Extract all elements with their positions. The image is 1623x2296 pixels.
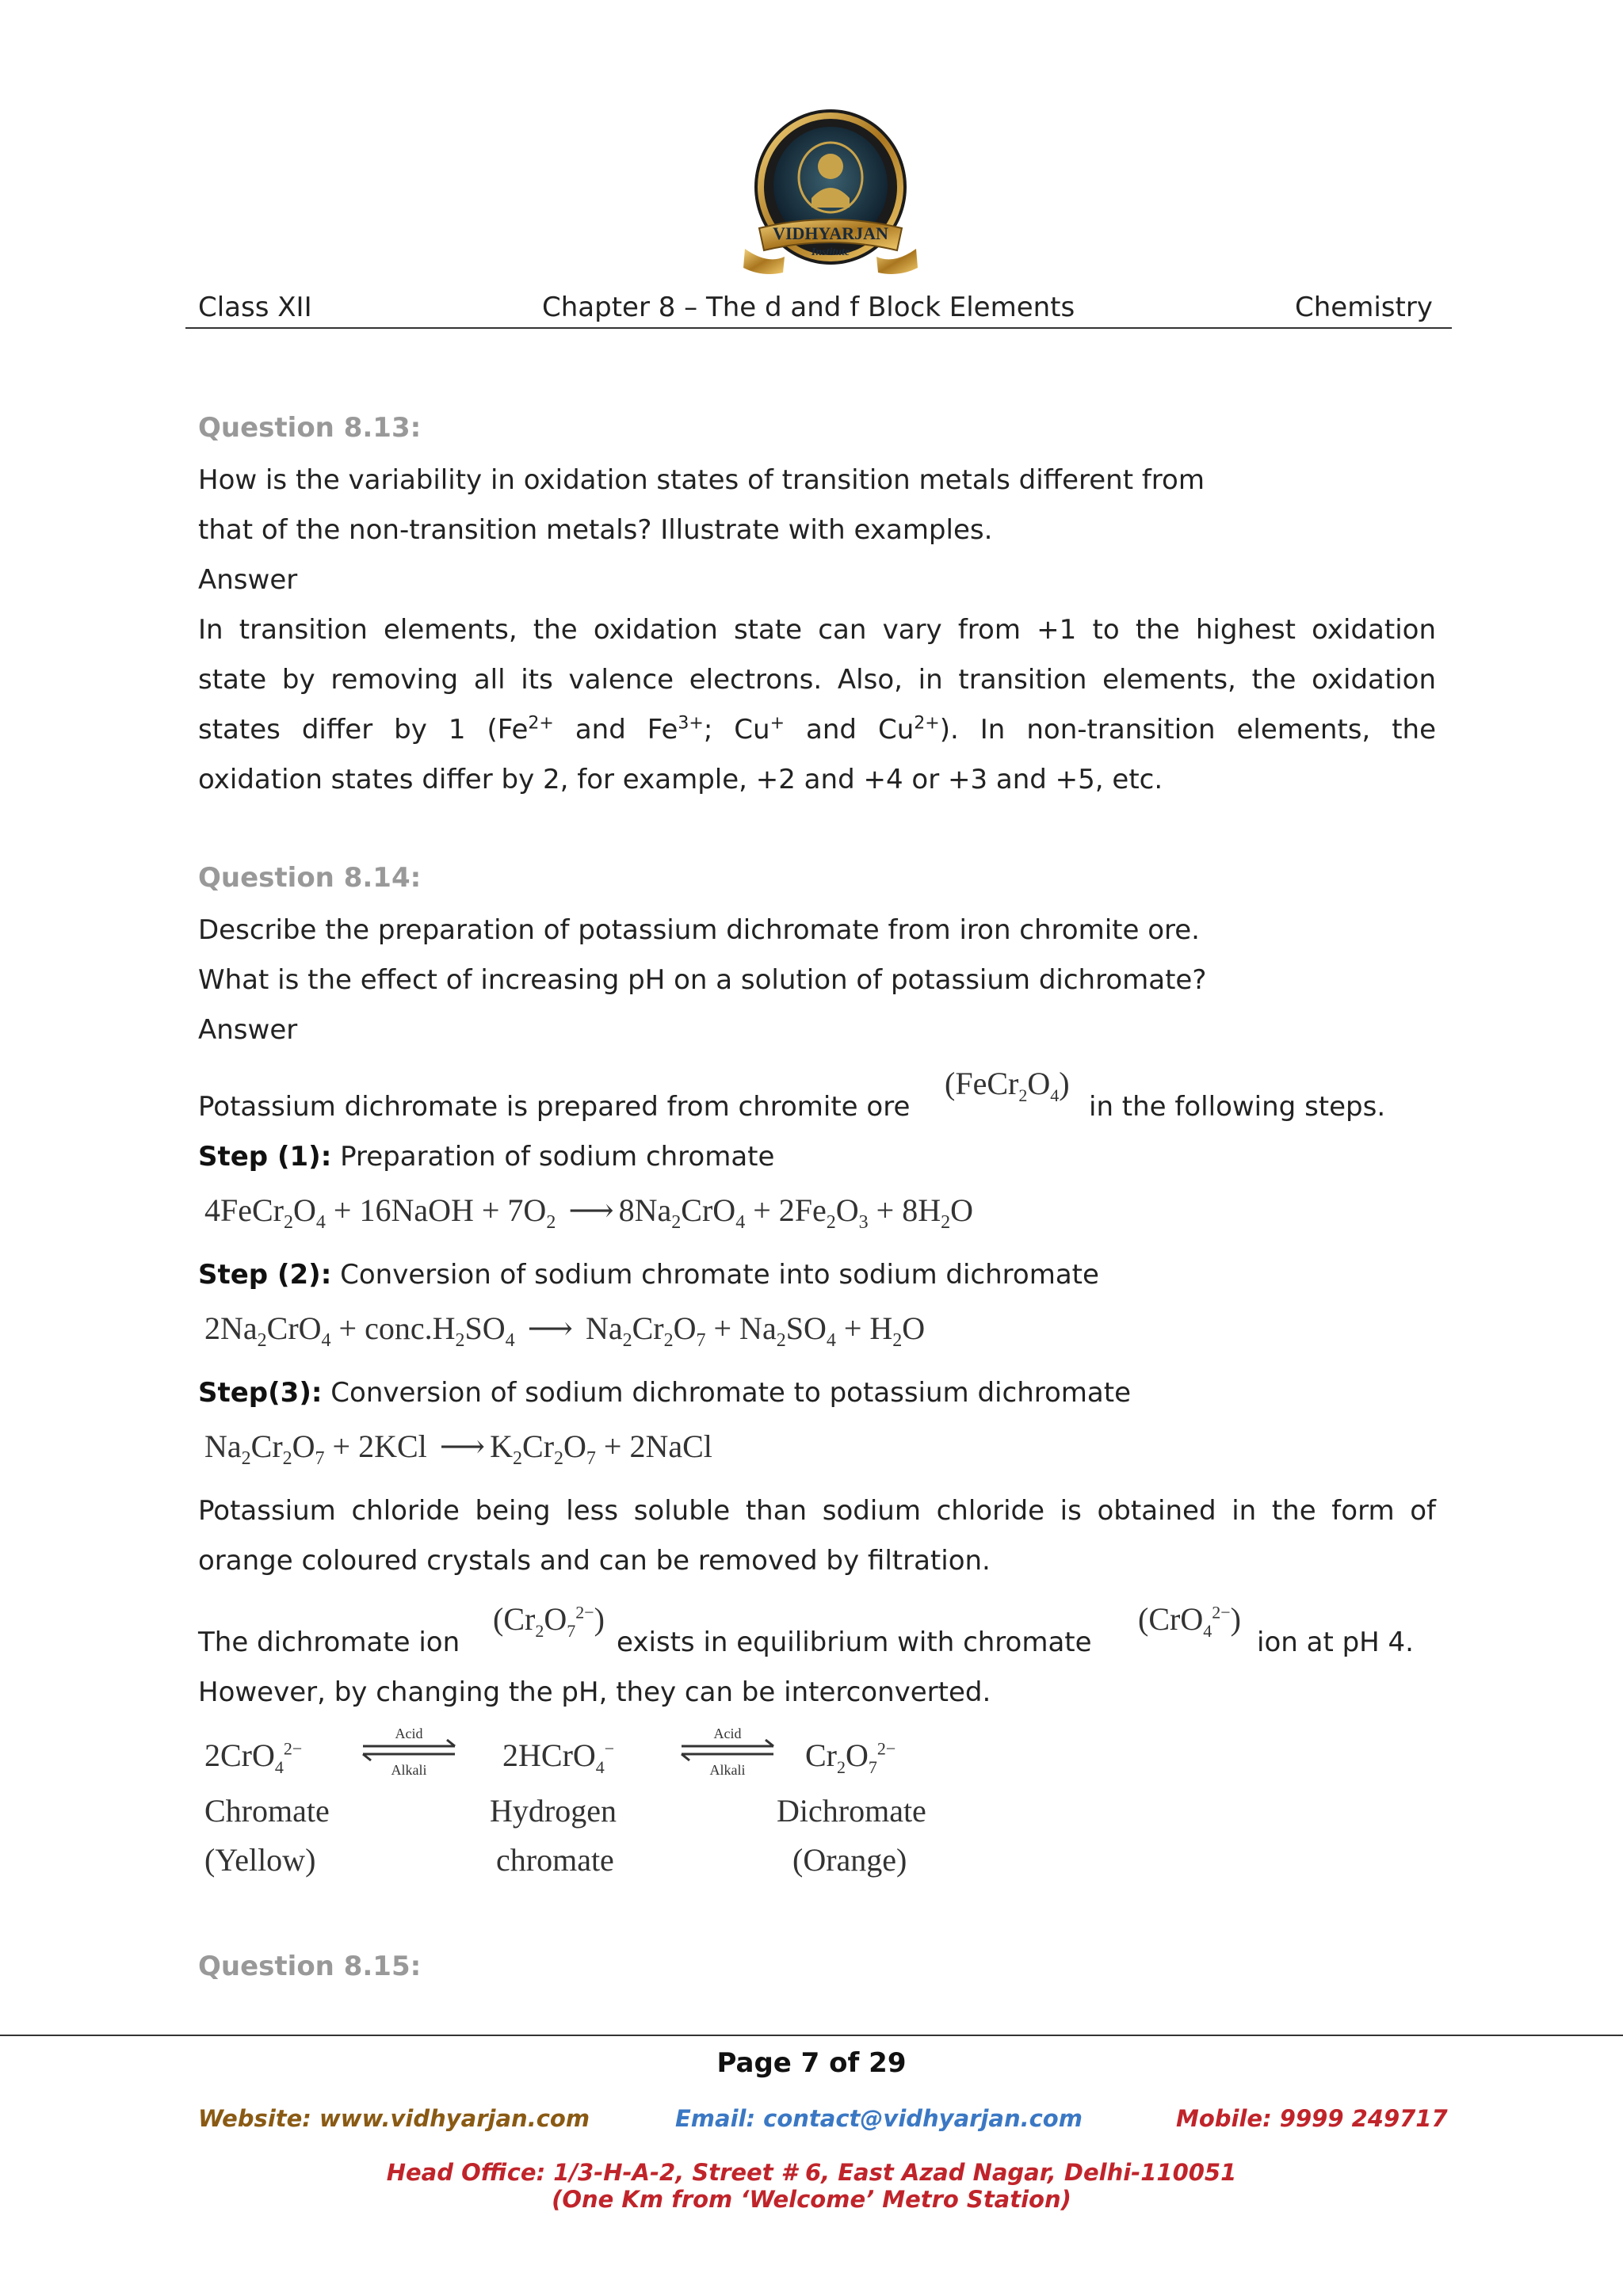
equation-3: $Na_2Cr_2O_7 + 2KCl$ ⟶ $K_2Cr_2O_7$ + 2NaCl (204, 1428, 712, 1469)
eq-color-orange: (Orange) (792, 1842, 907, 1878)
answer-label: Answer (198, 564, 298, 596)
equation-1: $4FeCr_2O_4$ + 16NaOH + $7O_2$ ⟶ $8Na_2CrO_4 + 2Fe_2O_3 + 8H_2O$ (204, 1192, 973, 1233)
question-title: Question 8.14: (198, 862, 422, 894)
answer-text: In transition elements, the oxidation state can vary from +1 to the highest oxidation (198, 614, 1436, 646)
question-title: Question 8.13: (198, 412, 422, 444)
footer-website[interactable]: Website: www.vidhyarjan.com (198, 2105, 590, 2132)
answer-text: oxidation states differ by 2, for example, +2 and +4 or +3 and +5, etc. (198, 764, 1163, 795)
svg-text:Alkali: Alkali (709, 1762, 746, 1778)
eq-name-chromate2: chromate (496, 1842, 614, 1878)
footer-rule (0, 2035, 1623, 2036)
question-text: What is the effect of increasing pH on a solution of potassium dichromate? (198, 964, 1207, 996)
step-1: Step (1): Preparation of sodium chromate (198, 1141, 775, 1173)
logo-text: VIDHYARJAN (773, 223, 888, 243)
answer-label: Answer (198, 1014, 298, 1046)
vidhyarjan-logo (735, 109, 926, 285)
eq-species-dichromate: $Cr_2O_7^{2-}$ (805, 1737, 896, 1777)
formula-cr2o7: $(Cr_2O_7^{2-})$ (493, 1601, 605, 1641)
eq-name-dichromate: Dichromate (777, 1793, 926, 1829)
answer-intro-end: in the following steps. (1089, 1091, 1386, 1123)
header-chapter: Chapter 8 – The d and f Block Elements (542, 292, 1075, 323)
question-text: that of the non-transition metals? Illustrate with examples. (198, 514, 993, 546)
header-rule (185, 327, 1452, 329)
answer-text: Potassium chloride being less soluble than sodium chloride is obtained in the form of (198, 1495, 1436, 1527)
eq-name-chromate: Chromate (204, 1793, 330, 1829)
eq-species-hydrogen-chromate: 2HCrO$_4$− (502, 1737, 615, 1777)
footer-email[interactable]: Email: contact@vidhyarjan.com (675, 2105, 1083, 2132)
page-number: Page 7 of 29 (716, 2047, 907, 2079)
equilibrium-arrow (672, 1726, 783, 1781)
footer-office-address: Head Office: 1/3-H-A-2, Street # 6, East Azad Nagar, Delhi-110051 (386, 2159, 1237, 2186)
answer-intro: Potassium dichromate is prepared from chromite ore (198, 1091, 911, 1123)
equation-2: $2Na_2CrO_4$ + $conc.H_2SO_4$ ⟶ $Na_2Cr_2O_7 + Na_2SO_4 + H_2O$ (204, 1310, 926, 1351)
step-3: Step(3): Conversion of sodium dichromate to potassium dichromate (198, 1377, 1131, 1409)
answer-text-ion-b: exists in equilibrium with chromate (617, 1627, 1092, 1658)
eq-name-hydrogen: Hydrogen (490, 1793, 617, 1829)
equilibrium-arrow (353, 1726, 464, 1781)
question-text: Describe the preparation of potassium dichromate from iron chromite ore. (198, 914, 1200, 946)
answer-text: state by removing all its valence electrons. Also, in transition elements, the oxidation (198, 664, 1436, 696)
svg-text:Acid: Acid (395, 1726, 423, 1741)
svg-text:Alkali: Alkali (391, 1762, 427, 1778)
formula-cro4: (CrO$_4^{2-}$) (1138, 1601, 1241, 1641)
answer-text-ion-c: ion at pH 4. (1257, 1627, 1414, 1658)
footer-mobile: Mobile: 9999 249717 (1176, 2105, 1448, 2132)
formula-fecr2o4: $(FeCr_2O_4)$ (945, 1066, 1070, 1105)
svg-text:Acid: Acid (713, 1726, 742, 1741)
eq-color-yellow: (Yellow) (204, 1842, 316, 1878)
header-class: Class XII (198, 292, 312, 323)
answer-text: orange coloured crystals and can be removed by filtration. (198, 1545, 991, 1577)
header-subject: Chemistry (1295, 292, 1433, 323)
answer-text: However, by changing the pH, they can be interconverted. (198, 1676, 991, 1708)
question-text: How is the variability in oxidation states of transition metals different from (198, 464, 1205, 496)
answer-text-oxidation: states differ by 1 ($Fe^{2+}$ and $Fe^{3+}$; Cu+ and $Cu^{2+}$). In non-transition elements, the (198, 713, 1437, 746)
question-title: Question 8.15: (198, 1951, 422, 1982)
eq-species-chromate: 2CrO$_4^{2-}$ (204, 1737, 303, 1777)
step-2: Step (2): Conversion of sodium chromate into sodium dichromate (198, 1259, 1099, 1291)
answer-text-ion-a: The dichromate ion (198, 1627, 460, 1658)
logo-subtext: Institute (811, 246, 850, 258)
footer-office-landmark: (One Km from ‘Welcome’ Metro Station) (552, 2186, 1071, 2213)
